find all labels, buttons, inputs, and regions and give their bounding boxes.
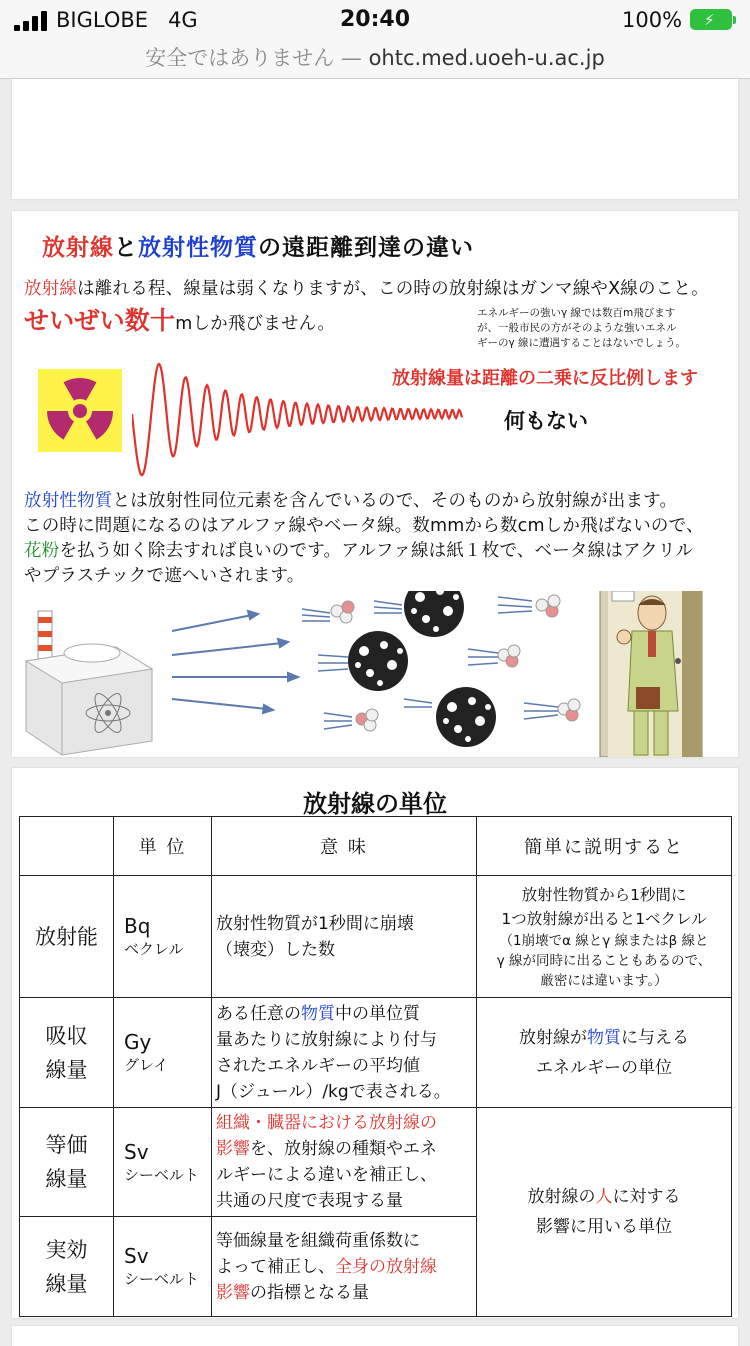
material-paragraph-line4: やプラスチックで遮へいされます。 [24,566,305,586]
radiation-hazard-icon [38,369,122,452]
nothing-label: 何もない [504,409,588,433]
distance-section [12,211,738,757]
meaning-cell: 放射性物質が1秒間に崩壊 （壊変）した数 [212,876,477,998]
unit-cell: Gy グレイ [114,998,212,1108]
section-title: 放射線と放射性物質の遠距離到達の違い [42,235,474,261]
radioactive-material-illustration [12,591,738,757]
meaning-cell: 等価線量を組織荷重係数に よって補正し、全身の放射線 影響の指標となる量 [212,1217,477,1317]
units-title: 放射線の単位 [303,790,447,818]
material-paragraph-line3: 花粉を払う如く除去すれば良いのです。アルファ線は紙１枚で、ベータ線はアクリル [24,541,694,561]
unit-cell: Sv シーベルト [114,1217,212,1317]
unit-cell: Bq ベクレル [114,876,212,998]
explanation-cell: 放射性物質から1秒間に 1つ放射線が出ると1ベクレル （1崩壊でα 線とγ 線またはβ 線と γ 線が同時に出ることもあるので、 厳密には違います。） [477,876,732,998]
network-type: 4G [168,8,198,32]
quantity-cell: 放射能 [20,876,114,998]
units-table [19,816,732,1317]
range-line: せいぜい数十mしか飛びません。 [24,306,336,335]
carrier-label: BIGLOBE 4G [56,8,198,32]
status-bar [0,0,750,79]
blank-card [12,79,738,199]
quantity-cell: 等価 線量 [20,1108,114,1217]
address-bar[interactable] [0,42,750,72]
decaying-wave-graphic [132,339,502,489]
gamma-note: エネルギーの強いγ 線では数百m飛びます が、一般市民の方がそのような強いエネル ギーのγ 線に遭遇することはないでしょう。 [477,307,687,349]
battery-percent: 100% [622,8,683,32]
quantity-cell: 吸収 線量 [20,998,114,1108]
unit-cell: Sv シーベルト [114,1108,212,1217]
quantity-cell: 実効 線量 [20,1217,114,1317]
explanation-cell-shared: 放射線の人に対する 影響に用いる単位 [477,1108,732,1317]
table-row-radioactivity [20,876,732,998]
table-row-equivalent-dose [20,1108,732,1217]
meaning-cell: 組織・臓器における放射線の 影響を、放射線の種類やエネ ルギーによる違いを補正し、 共通の尺度で表現する量 [212,1108,477,1217]
material-paragraph-line2: この時に問題になるのはアルファ線やベータ線。数mmから数cmしか飛ばないので、 [24,516,704,536]
radiation-arrows [172,611,298,713]
insecure-label: 安全ではありません — [145,46,362,70]
url-domain: ohtc.med.uoeh-u.ac.jp [368,46,605,70]
radiation-description-line: 放射線は離れる程、線量は弱くなりますが、この時の放射線はガンマ線やX線のこと。 [24,279,709,299]
next-card [12,1326,738,1346]
explanation-cell: 放射線が物質に与える エネルギーの単位 [477,998,732,1108]
header-cell-unit: 単 位 [114,817,212,876]
header-cell-quantity [20,817,114,876]
header-cell-meaning: 意 味 [212,817,477,876]
meaning-cell: ある任意の物質中の単位質 量あたりに放射線により付与 されたエネルギーの平均値 J（ジュール）/kgで表される。 [212,998,477,1108]
battery-charging-icon: ⚡ [690,9,732,30]
clock: 20:40 [339,7,411,32]
units-section [12,768,738,1318]
inverse-square-note: 放射線量は距離の二乗に反比例します [392,368,698,389]
nuclear-facility-icon [26,611,152,755]
man-at-door-illustration [600,591,702,757]
table-header-row [20,817,732,876]
table-row-absorbed-dose [20,998,732,1108]
material-paragraph-line1: 放射性物質とは放射性同位元素を含んでいるので、そのものから放射線が出ます。 [24,491,678,511]
header-cell-explanation: 簡単に説明すると [477,817,732,876]
